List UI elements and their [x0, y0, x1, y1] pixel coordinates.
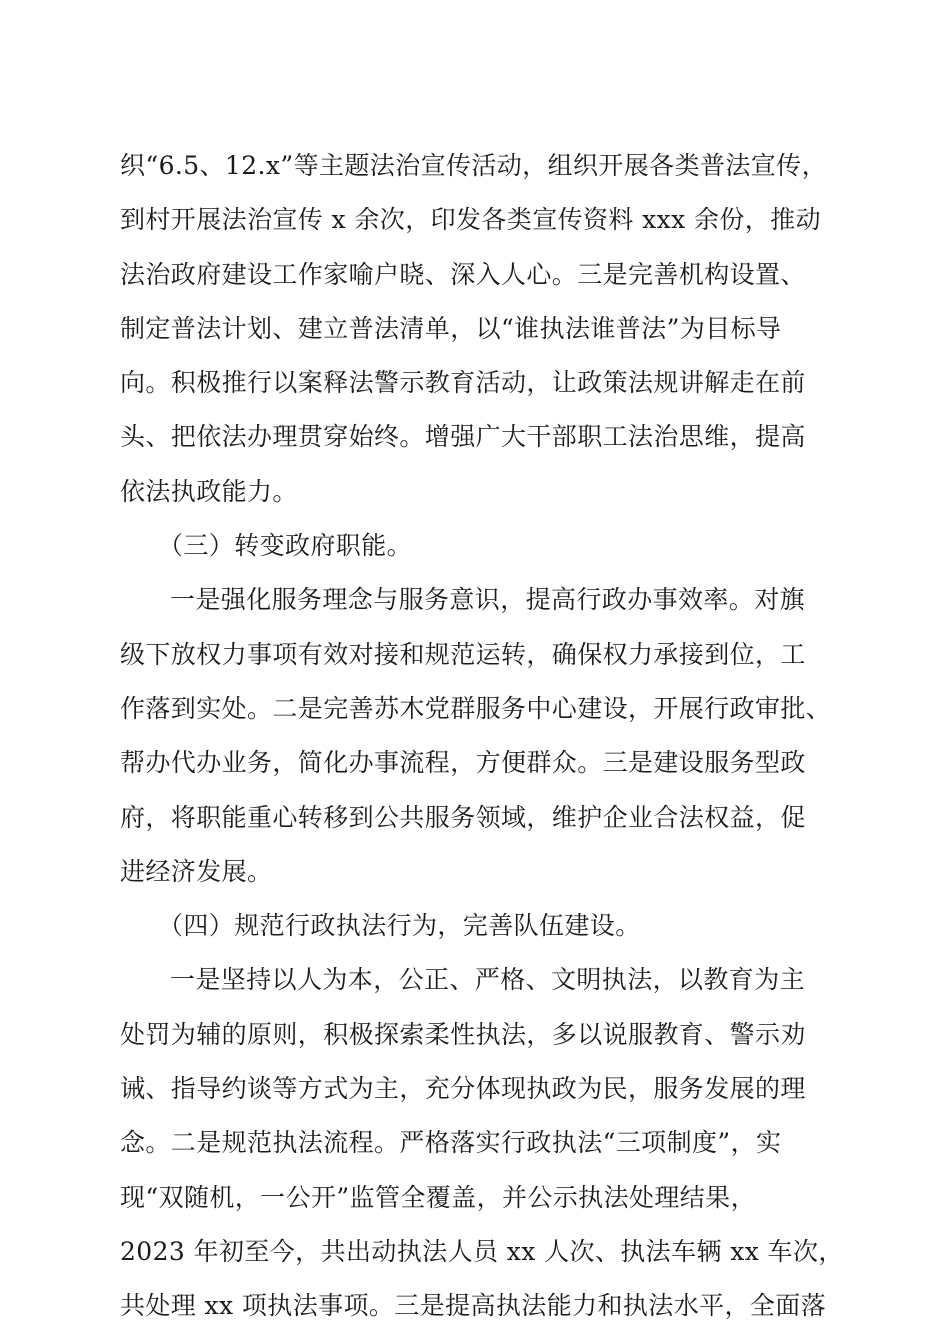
body-line: 作落到实处。二是完善苏木党群服务中心建设，开展行政审批、 — [120, 693, 832, 723]
body-line: 到村开展法治宣传 x 余次，印发各类宣传资料 xxx 余份，推动 — [120, 205, 821, 235]
body-line: 制定普法计划、建立普法清单，以“谁执法谁普法”为目标导 — [120, 313, 782, 343]
body-line: 头、把依法办理贯穿始终。增强广大干部职工法治思维，提高 — [120, 422, 806, 452]
body-line: 级下放权力事项有效对接和规范运转，确保权力承接到位，工 — [120, 639, 806, 669]
body-line: 共处理 xx 项执法事项。三是提高执法能力和执法水平，全面落 — [120, 1291, 827, 1321]
body-line: 法治政府建设工作家喻户晓、深入人心。三是完善机构设置、 — [120, 259, 806, 289]
body-line: 帮办代办业务，简化办事流程，方便群众。三是建设服务型政 — [120, 748, 806, 778]
paragraph-start: 一是坚持以人为本，公正、严格、文明执法，以教育为主 — [170, 965, 806, 995]
body-line: 现“双随机，一公开”监管全覆盖，并公示执法处理结果， — [120, 1182, 756, 1212]
body-line: 进经济发展。 — [120, 856, 273, 886]
body-line: 向。积极推行以案释法警示教育活动，让政策法规讲解走在前 — [120, 368, 806, 398]
body-line: 织“6.5、12.x”等主题法治宣传活动，组织开展各类普法宣传， — [120, 151, 827, 180]
body-line: 处罚为辅的原则，积极探索柔性执法，多以说服教育、警示劝 — [120, 1019, 806, 1049]
body-line: 2023 年初至今，共出动执法人员 xx 人次、执法车辆 xx 车次， — [120, 1236, 844, 1266]
section-heading-3: （三）转变政府职能。 — [158, 531, 413, 561]
document-body — [120, 139, 844, 1334]
body-line: 念。二是规范执法流程。严格落实行政执法“三项制度”，实 — [120, 1128, 782, 1158]
body-line: 诫、指导约谈等方式为主，充分体现执政为民，服务发展的理 — [120, 1074, 806, 1104]
body-line: 府，将职能重心转移到公共服务领域，维护企业合法权益，促 — [120, 802, 806, 832]
section-heading-4: （四）规范行政执法行为，完善队伍建设。 — [158, 911, 641, 941]
body-line: 依法执政能力。 — [120, 476, 298, 506]
paragraph-start: 一是强化服务理念与服务意识，提高行政办事效率。对旗 — [170, 585, 806, 615]
